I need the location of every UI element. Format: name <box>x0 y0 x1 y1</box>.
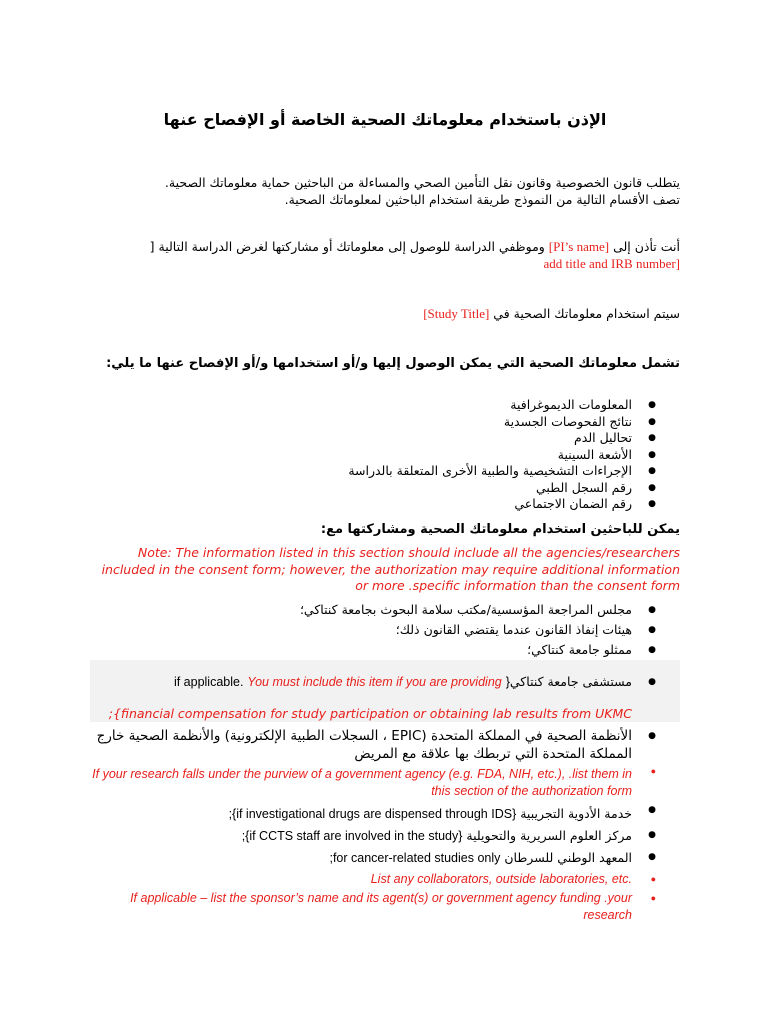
authorization-paragraph <box>90 238 680 272</box>
list-item-collab: ● .List any collaborators, outside laboratories, etc <box>90 869 680 890</box>
list-item: ● تحاليل الدم <box>90 430 680 447</box>
intro-line-1: يتطلب قانون الخصوصية وقانون نقل التأمين الصحي والمساءلة من الباحثين حماية معلوماتك الصحية. <box>164 175 680 190</box>
info-heading: تشمل معلوماتك الصحية التي يمكن الوصول إليها و/أو استخدامها و/أو الإفصاح عنها ما يلي: <box>106 356 680 371</box>
list-item-systems: ● الأنظمة الصحية في المملكة المتحدة (EPIC ، السجلات الطبية الإلكترونية) والأنظمة الصحية خارج المملكة المتحدة التي تربطك بها علاقة مع المريض <box>90 727 680 763</box>
usage-prefix: سيتم استخدام معلوماتك الصحية في <box>493 306 680 321</box>
share-list-a <box>90 600 680 660</box>
list-item: ● المعلومات الديموغرافية <box>90 397 680 414</box>
info-list <box>90 397 680 513</box>
list-item-ccts: ● مركز العلوم السريرية والتحويلية ;{if CCTS staff are involved in the study} <box>90 825 680 847</box>
note-text: Note: The information listed in this section should include all the agencies/researchers included in the consent form; however, the authorization may require additional information or more .specific information than the consent form <box>101 545 680 593</box>
list-item-ids: ● خدمة الأدوية التجريبية ;{if investigational drugs are dispensed through IDS} <box>90 800 680 825</box>
page-title: الإذن باستخدام معلوماتك الصحية الخاصة أو الإفصاح عنها <box>163 110 607 129</box>
pi-name-placeholder: [PI’s name] <box>548 239 610 254</box>
hospital-applicable: if applicable. <box>173 675 244 689</box>
list-item: ● هيئات إنفاذ القانون عندما يقتضي القانون ذلك؛ <box>90 620 680 640</box>
list-item-sponsor: ● If applicable – list the sponsor’s name and its agent(s) or government agency funding .your research <box>90 890 680 924</box>
intro-line-2: تصف الأقسام التالية من النموذج طريقة استخدام الباحثين لمعلوماتك الصحية. <box>284 192 680 207</box>
auth-prefix: أنت تأذن إلى <box>613 239 680 254</box>
intro-paragraph <box>90 174 680 208</box>
list-item-gov: ● If your research falls under the purview of a government agency (e.g. FDA, NIH, etc.), .list them in this section of the authorization form <box>90 763 680 800</box>
hospital-red-text: You must include this item if you are providing <box>247 675 502 689</box>
list-item: ● رقم الضمان الاجتماعي <box>90 496 680 513</box>
list-item: ● ممثلو جامعة كنتاكي؛ <box>90 640 680 660</box>
hospital-arabic: مستشفى جامعة كنتاكي <box>509 674 632 689</box>
list-item: ● الإجراءات التشخيصية والطبية الأخرى المتعلقة بالدراسة <box>90 463 680 480</box>
list-item: ● رقم السجل الطبي <box>90 480 680 497</box>
hospital-list <box>90 673 680 691</box>
auth-middle: وموظفي الدراسة للوصول إلى معلوماتك أو مشاركتها لغرض الدراسة التالية [ <box>149 239 545 254</box>
usage-paragraph <box>90 305 680 322</box>
list-item: ● الأشعة السينية <box>90 447 680 464</box>
list-item: ● نتائج الفحوصات الجسدية <box>90 414 680 431</box>
list-item: ● مجلس المراجعة المؤسسية/مكتب سلامة البحوث بجامعة كنتاكي؛ <box>90 600 680 620</box>
hospital-red-continued: ;{financial compensation for study participation or obtaining lab results from UKMC <box>108 706 632 721</box>
share-list-b <box>90 727 680 924</box>
study-title-placeholder: [Study Title] <box>423 306 490 321</box>
document-body <box>90 0 680 1024</box>
title-irb-placeholder: add title and IRB number] <box>543 256 680 271</box>
share-heading: يمكن للباحثين استخدام معلوماتك الصحية ومشاركتها مع: <box>320 522 680 537</box>
list-item-nci: ● المعهد الوطني للسرطان ;for cancer-related studies only <box>90 847 680 869</box>
list-item-hospital: ● مستشفى جامعة كنتاكي{ You must include this item if you are providing if applicable. <box>90 673 680 691</box>
